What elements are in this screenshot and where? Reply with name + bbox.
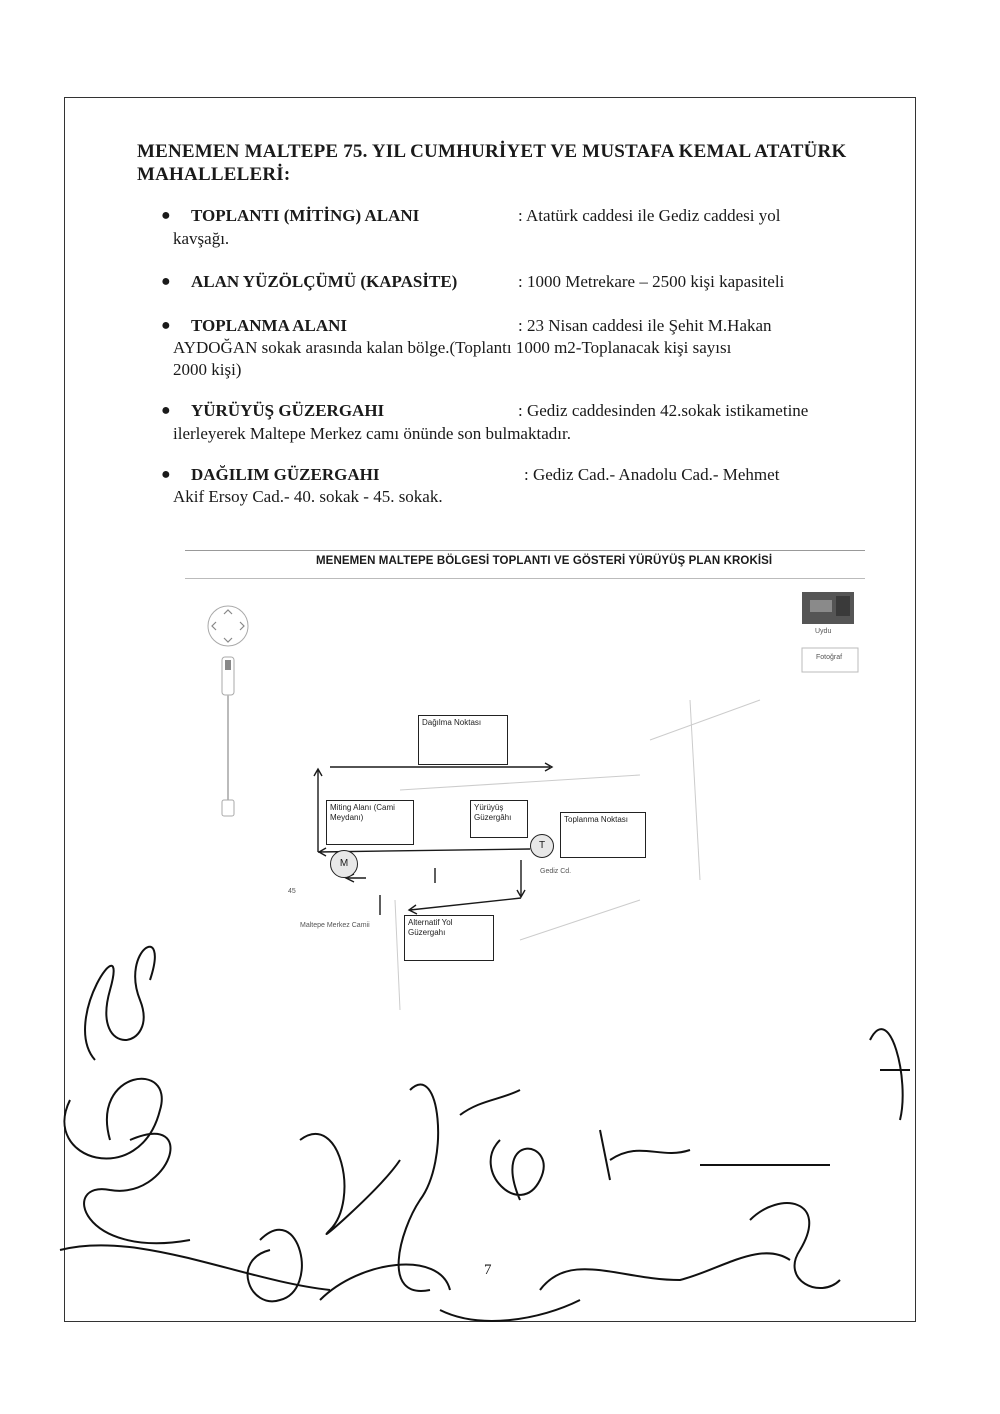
- item-continuation: kavşağı.: [173, 229, 230, 248]
- bullet-icon: ●: [161, 207, 171, 224]
- item-value: : Gediz Cad.- Anadolu Cad.- Mehmet: [524, 465, 780, 484]
- satellite-thumbnail-icon[interactable]: [802, 592, 854, 624]
- bullet-icon: ●: [161, 466, 171, 483]
- item-label: ALAN YÜZÖLÇÜMÜ (KAPASİTE): [191, 272, 458, 291]
- bullet-icon: ●: [161, 317, 171, 334]
- box-dispersal-point: Dağılma Noktası: [418, 715, 508, 765]
- item-continuation: ilerleyerek Maltepe Merkez camı önünde son bulmaktadır.: [173, 424, 571, 443]
- street-label: 45: [288, 888, 296, 895]
- street-label: Gediz Cd.: [540, 868, 572, 875]
- pan-control-icon[interactable]: [208, 606, 248, 646]
- box-march-route: Yürüyüş Güzergâhı: [470, 800, 528, 838]
- box-alternative-route: Alternatif Yol Güzergahı: [404, 915, 494, 961]
- map-title: MENEMEN MALTEPE BÖLGESİ TOPLANTI VE GÖSTERİ YÜRÜYÜŞ PLAN KROKİSİ: [316, 555, 773, 567]
- page-number: 7: [484, 1262, 492, 1278]
- item-continuation: Akif Ersoy Cad.- 40. sokak - 45. sokak.: [173, 487, 443, 506]
- item-value: : Gediz caddesinden 42.sokak istikametine: [518, 401, 809, 420]
- zoom-slider[interactable]: [222, 657, 234, 816]
- item-label: TOPLANMA ALANI: [191, 316, 348, 335]
- item-label: YÜRÜYÜŞ GÜZERGAHI: [191, 401, 385, 420]
- street-label: Maltepe Merkez Camii: [300, 922, 370, 929]
- item-value: : Atatürk caddesi ile Gediz caddesi yol: [518, 206, 781, 225]
- item-label: DAĞILIM GÜZERGAHI: [191, 465, 380, 484]
- photo-label: Fotoğraf: [816, 654, 843, 661]
- marker-t: T: [530, 834, 554, 858]
- page-heading: MENEMEN MALTEPE 75. YIL CUMHURİYET VE MUSTAFA KEMAL ATATÜRK MAHALLELERİ:: [137, 141, 847, 185]
- bullet-icon: ●: [161, 402, 171, 419]
- item-value: : 23 Nisan caddesi ile Şehit M.Hakan: [518, 316, 772, 335]
- satellite-label: Uydu: [815, 628, 832, 635]
- item-label: TOPLANTI (MİTİNG) ALANI: [191, 206, 420, 225]
- item-continuation-2: 2000 kişi): [173, 360, 242, 379]
- bullet-icon: ●: [161, 273, 171, 290]
- marker-m: M: [330, 850, 358, 878]
- item-value: : 1000 Metrekare – 2500 kişi kapasiteli: [518, 272, 785, 291]
- box-meeting-area: Miting Alanı (Cami Meydanı): [326, 800, 414, 845]
- box-gathering-point: Toplanma Noktası: [560, 812, 646, 858]
- item-continuation: AYDOĞAN sokak arasında kalan bölge.(Toplantı 1000 m2-Toplanacak kişi sayısı: [173, 338, 732, 357]
